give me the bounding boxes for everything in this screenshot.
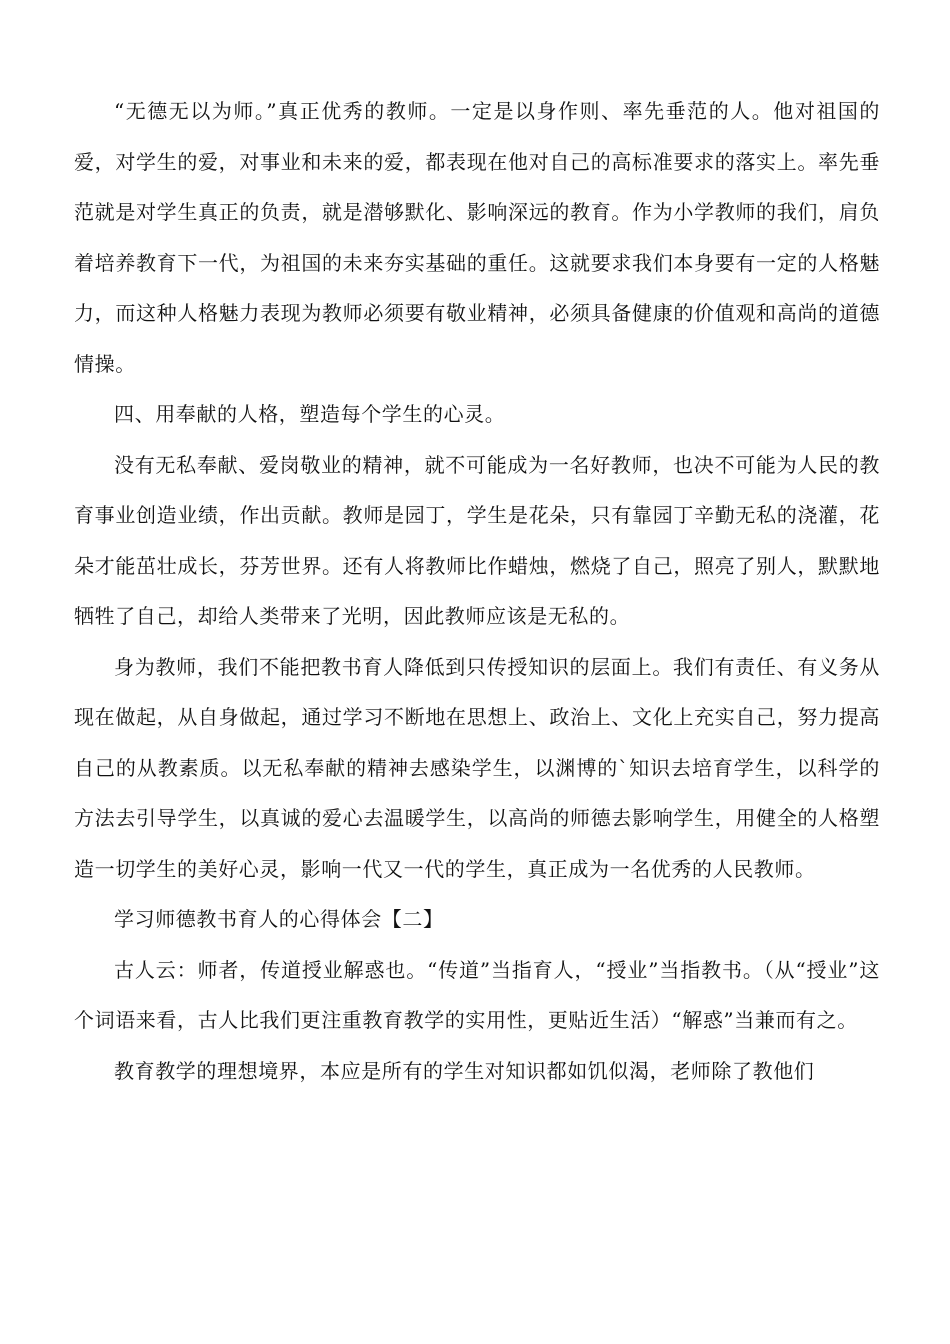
paragraph-ancient-saying: 古人云：师者，传道授业解惑也。“传道”当指育人，“授业”当指教书。（从“授业”这个词语来看，古人比我们更注重教育教学的实用性，更贴近生活）“解惑”当兼而有之。 bbox=[74, 957, 880, 1032]
paragraph-role-model: “无德无以为师。”真正优秀的教师。一定是以身作则、率先垂范的人。他对祖国的爱，对学生的爱，对事业和未来的爱，都表现在他对自己的高标准要求的落实上。率先垂范就是对学生真正的负责，就是潜够默化、影响深远的教育。作为小学教师的我们，肩负着培养教育下一代，为祖国的未来夯实基础的重任。这就要求我们本身要有一定的人格魅力，而这种人格魅力表现为教师必须要有敬业精神，必须具备健康的价值观和高尚的道德情操。 bbox=[74, 99, 880, 376]
paragraph-ideal-teaching: 教育教学的理想境界，本应是所有的学生对知识都如饥似渴，老师除了教他们 bbox=[114, 1058, 815, 1083]
section-heading-four: 四、用奉献的人格，塑造每个学生的心灵。 bbox=[114, 402, 506, 426]
paragraph-selfless-dedication: 没有无私奉献、爱岗敬业的精神，就不可能成为一名好教师，也决不可能为人民的教育事业创造业绩，作出贡献。教师是园丁，学生是花朵，只有靠园丁辛勤无私的浇灌，花朵才能茁壮成长，芬芳世界。还有人将教师比作蜡烛，燃烧了自己，照亮了别人，默默地牺牲了自己，却给人类带来了光明，因此教师应该是无私的。 bbox=[74, 452, 880, 628]
document-body bbox=[74, 86, 880, 1096]
paragraph-teacher-responsibility: 身为教师，我们不能把教书育人降低到只传授知识的层面上。我们有责任、有义务从现在做起，从自身做起，通过学习不断地在思想上、政治上、文化上充实自己，努力提高自己的从教素质。以无私奉献的精神去感染学生，以渊博的`知识去培育学生，以科学的方法去引导学生，以真诚的爱心去温暖学生，以高尚的师德去影响学生，用健全的人格塑造一切学生的美好心灵，影响一代又一代的学生，真正成为一名优秀的人民教师。 bbox=[74, 654, 880, 881]
section-title-part-two: 学习师德教书育人的心得体会【二】 bbox=[114, 907, 444, 931]
